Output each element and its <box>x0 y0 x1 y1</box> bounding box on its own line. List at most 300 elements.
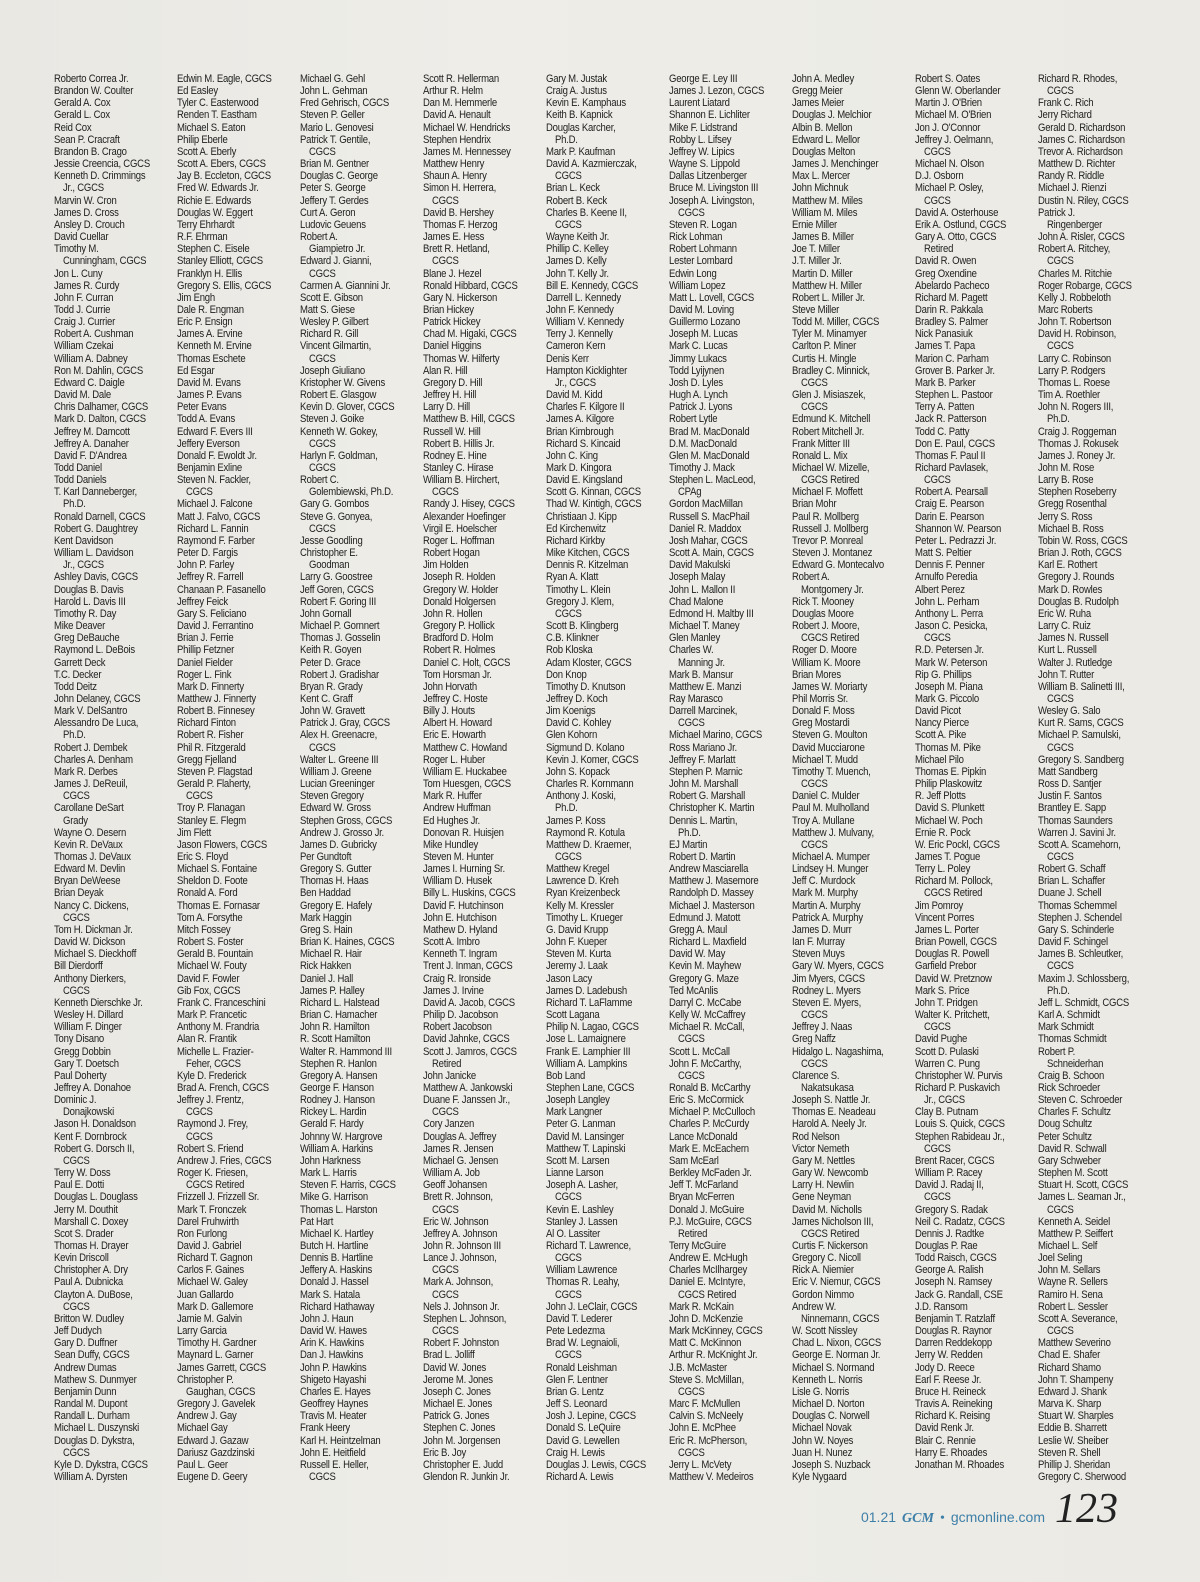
member-name: Thomas H. Drayer <box>54 1240 129 1252</box>
member-name: Philip Plaskowitz <box>915 778 983 791</box>
member-name: Ronald A. Ford <box>177 887 238 900</box>
member-name: Ronald Darnell, CGCS <box>54 510 146 523</box>
member-name: Edmund J. Matott <box>669 911 741 924</box>
member-name: Dominic J. <box>54 1094 97 1107</box>
member-name: Richard M. Pollock, <box>915 875 993 888</box>
member-name: Michael D. Norton <box>792 1398 865 1411</box>
member-name: Clay B. Putnam <box>915 1106 979 1119</box>
member-name: Don E. Paul, CGCS <box>915 437 995 450</box>
member-name: Ronald B. McCarthy <box>669 1081 751 1094</box>
member-name: Lance J. Johnson, <box>423 1252 497 1265</box>
member-name: William F. Dinger <box>54 1021 122 1034</box>
member-name: Richard L. Halstead <box>300 996 380 1009</box>
member-name: Gregory C. Sherwood <box>1038 1470 1126 1483</box>
member-name: Gary Schweber <box>1038 1154 1101 1167</box>
member-name: Sigmund D. Kolano <box>546 741 625 754</box>
member-name: Scott A. Eberly <box>177 145 237 158</box>
member-name: Gerald L. Cox <box>54 109 110 122</box>
member-name: Stephen Roseberry <box>1038 486 1117 499</box>
member-name: Ronald Hibbard, CGCS <box>423 279 518 292</box>
member-name: David M. Dale <box>54 389 111 402</box>
member-name: Max L. Mercer <box>792 170 851 183</box>
member-name: Lianne Larson <box>546 1167 604 1180</box>
member-name: Richie E. Edwards <box>177 194 252 207</box>
member-name: Scott Lagana <box>546 1009 600 1022</box>
member-name: Phillip C. Kelley <box>546 243 609 256</box>
member-name: CGCS <box>432 1203 459 1216</box>
member-name: Ernie Miller <box>792 218 837 231</box>
member-name: Jeffrey C. Hoste <box>423 692 488 705</box>
member-name: Ross Mariano Jr. <box>669 741 737 754</box>
member-name: Jerry L. McVety <box>669 1458 732 1471</box>
member-name: Bradley S. Palmer <box>915 316 989 329</box>
member-name: Matthew J. Masemore <box>669 875 759 888</box>
member-name: Phillip J. Sheridan <box>1038 1458 1111 1471</box>
member-name: David A. Osterhouse <box>915 206 999 219</box>
member-name: Timothy T. Muench, <box>792 765 871 778</box>
member-name: Todd Deitz <box>54 680 97 693</box>
member-name: Clayton A. DuBose, <box>54 1288 133 1301</box>
member-name: Marc F. McMullen <box>669 1398 741 1411</box>
member-name: Tim A. Roethler <box>1038 389 1100 402</box>
member-name: Mark P. Francetic <box>177 1009 247 1022</box>
member-name: Harlyn F. Goldman, <box>300 449 378 462</box>
member-name: Douglas J. Lewis, CGCS <box>546 1458 646 1471</box>
member-name: Josh D. Lyles <box>669 376 723 389</box>
member-name: Mark W. Peterson <box>915 656 988 669</box>
member-name: Michael W. Fouty <box>177 960 247 973</box>
member-name: William B. Salinetti III, <box>1038 680 1125 693</box>
member-name: Todd Raisch, CGCS <box>915 1252 997 1265</box>
member-name: Gregory G. Maze <box>669 972 739 985</box>
member-name: John Harkness <box>300 1154 361 1167</box>
member-name: Gary A. Otto, CGCS <box>915 231 997 244</box>
member-name: Larry H. Newlin <box>792 1179 854 1192</box>
member-name: Carlton P. Miner <box>792 340 857 353</box>
member-name: Martin A. Murphy <box>792 899 861 912</box>
member-name: Roger L. Fink <box>177 668 232 681</box>
member-name: David M. Evans <box>177 376 241 389</box>
member-name: Jeff C. Murdock <box>792 875 856 888</box>
member-name: Peter Schultz <box>1038 1130 1092 1143</box>
member-name: Craig J. Currier <box>54 316 116 329</box>
member-name: Maxim J. Schlossberg, <box>1038 972 1130 985</box>
member-name: Frank Heery <box>300 1422 350 1435</box>
member-name: Michael T. Mudd <box>792 753 858 766</box>
member-name: Philip Eberle <box>177 133 228 146</box>
member-name: George E. Norman Jr. <box>792 1349 881 1362</box>
member-name: Garfield Prebor <box>915 960 977 973</box>
member-name: John T. Kelly Jr. <box>546 267 609 280</box>
member-name: Jeffrey J. Oelmann, <box>915 133 994 146</box>
member-name: Thomas E. Neadeau <box>792 1106 876 1119</box>
member-name: CGCS <box>555 1191 582 1204</box>
member-name: John F. Kennedy <box>546 303 614 316</box>
member-name: Michael L. Duszynski <box>54 1422 140 1435</box>
member-name: John T. Shampeny <box>1038 1373 1114 1386</box>
member-name: Robert Lohmann <box>669 243 737 256</box>
member-name: Marshall C. Doxey <box>54 1215 129 1228</box>
member-name: Ronald Leishman <box>546 1361 617 1374</box>
member-name: David Jahnke, CGCS <box>423 1033 510 1046</box>
member-name: Rick Schroeder <box>1038 1081 1101 1094</box>
member-name: Robert S. Friend <box>177 1142 244 1155</box>
member-name: Chanaan P. Fasanello <box>177 583 266 596</box>
member-name: Gary M. Nettles <box>792 1154 855 1167</box>
member-name: Michael S. Fontaine <box>177 863 258 876</box>
member-name: John N. Rogers III, <box>1038 401 1114 414</box>
member-name: Michael R. Hair <box>300 948 362 961</box>
member-name: Lisle G. Norris <box>792 1385 850 1398</box>
member-name: Alan R. Hill <box>423 364 468 377</box>
member-name: Jr., CGCS <box>555 376 596 389</box>
member-name: James Nicholson III, <box>792 1215 874 1228</box>
member-name: Scott L. McCall <box>669 1045 730 1058</box>
member-name: Richard R. Rhodes, <box>1038 73 1118 85</box>
member-name: John C. King <box>546 449 598 462</box>
member-name: Richard S. Kincaid <box>546 437 621 450</box>
member-name: Matthew A. Jankowski <box>423 1081 513 1094</box>
member-name: Mark C. Lucas <box>669 340 728 353</box>
member-name: David H. Robinson, <box>1038 328 1117 341</box>
member-name: Richard M. Pagett <box>915 291 988 304</box>
member-name: Robert J. Moore, <box>792 620 860 633</box>
member-name: David B. Hershey <box>423 206 494 219</box>
member-name: Scott A. Ebers, CGCS <box>177 158 266 171</box>
member-name: Matt S. Peltier <box>915 547 972 560</box>
member-name: Kevin E. Kamphaus <box>546 97 626 110</box>
member-name: Randal M. Dupont <box>54 1398 128 1411</box>
member-name: Ansley D. Crouch <box>54 218 125 231</box>
member-name: Calvin S. McNeely <box>669 1410 744 1423</box>
member-name: William M. Miles <box>792 206 858 219</box>
member-name: Matt S. Giese <box>300 303 355 316</box>
member-name: Jeff S. Leonard <box>546 1398 608 1411</box>
member-name: CGCS <box>801 376 828 389</box>
member-name: Dustin N. Riley, CGCS <box>1038 194 1129 207</box>
member-name: Bruce H. Reineck <box>915 1385 986 1398</box>
member-name: Robert P. <box>1038 1045 1076 1058</box>
member-name: David J. Gabriel <box>177 1240 242 1252</box>
member-name: James R. Curdy <box>54 279 120 292</box>
member-name: Roger K. Friesen, <box>177 1167 248 1180</box>
member-name: John J. LeClair, CGCS <box>546 1300 638 1313</box>
member-name-columns <box>54 73 1146 1483</box>
member-name: Jerry M. Douthit <box>54 1203 118 1216</box>
member-name: Stuart H. Scott, CGCS <box>1038 1179 1129 1192</box>
member-name: Darren Reddekopp <box>915 1337 992 1350</box>
member-name: Mark R. Derbes <box>54 765 118 778</box>
member-name: Cameron Kern <box>546 340 606 353</box>
member-name: Timothy D. Knutson <box>546 680 626 693</box>
member-name: Jeremy J. Laak <box>546 960 608 973</box>
member-name: Gary M. Justak <box>546 73 607 85</box>
member-name: Matthew M. Miles <box>792 194 863 207</box>
member-name: Stephen M. Scott <box>1038 1167 1108 1180</box>
member-name: John W. Gravett <box>300 705 365 718</box>
member-name: Robert L. Miller Jr. <box>792 291 865 304</box>
member-name: Gary D. Duffner <box>54 1337 118 1350</box>
member-name: James J. Menchinger <box>792 158 879 171</box>
member-name: CGCS <box>309 352 336 365</box>
member-name: Joseph R. Holden <box>423 571 496 584</box>
member-name: Gary S. Schinderle <box>1038 923 1114 936</box>
member-name: Eric B. Joy <box>423 1446 467 1459</box>
member-name: Scott A. Scamehorn, <box>1038 838 1121 851</box>
member-name: Richard R. Gill <box>300 328 359 341</box>
member-name: Matthew Henry <box>423 158 485 171</box>
member-name: Raymond J. Frey, <box>177 1118 248 1131</box>
member-name: Joseph A. Livingston, <box>669 194 755 207</box>
member-name: Joseph S. Nattle Jr. <box>792 1094 871 1107</box>
member-name: James P. Halley <box>300 984 365 997</box>
member-name: Richard K. Reising <box>915 1410 990 1423</box>
member-name: CGCS <box>555 851 582 863</box>
member-name: Ludovic Geuens <box>300 218 366 231</box>
member-name: Sheldon D. Foote <box>177 875 248 888</box>
member-name: Victor Nemeth <box>792 1142 850 1155</box>
member-name: Denis Kerr <box>546 352 589 365</box>
member-name: David Cuellar <box>54 231 109 244</box>
member-name: Mark V. DelSantro <box>54 705 128 718</box>
member-name: Stephen L. Johnson, <box>423 1312 507 1325</box>
member-name: Steven N. Fackler, <box>177 474 251 487</box>
member-name: David W. Dickson <box>54 936 126 949</box>
member-name: Roger Robarge, CGCS <box>1038 279 1132 292</box>
member-name: Tom Huesgen, CGCS <box>423 778 511 791</box>
member-name: Walter L. Greene III <box>300 753 379 766</box>
member-name: Ryan A. Klatt <box>546 571 599 584</box>
member-name: Jim Myers, CGCS <box>792 972 865 985</box>
member-name: Simon H. Herrera, <box>423 182 497 195</box>
member-name: Steve Miller <box>792 303 840 316</box>
member-name: Todd M. Miller, CGCS <box>792 316 880 329</box>
member-name: Gregory A. Hansen <box>300 1069 378 1082</box>
member-name: Robert G. Marshall <box>669 790 745 803</box>
member-name: Eric V. Niemur, CGCS <box>792 1276 881 1289</box>
member-name: Thomas Eschete <box>177 352 246 365</box>
member-name: Jeffrey D. Koch <box>546 692 608 705</box>
member-name: Sam McEarl <box>669 1154 719 1167</box>
member-name: Tom Horsman Jr. <box>423 668 492 681</box>
member-name: Michael J. Rienzi <box>1038 182 1107 195</box>
member-name: Timothy H. Gardner <box>177 1337 257 1350</box>
member-name: Kelly W. McCaffrey <box>669 1009 746 1022</box>
member-name: Scott A. Imbro <box>423 936 480 949</box>
member-name: Rodney J. Hanson <box>300 1094 375 1107</box>
member-name: Troy A. Mullane <box>792 814 855 827</box>
member-name: Ed Esgar <box>177 364 215 377</box>
member-name: David G. Lewellen <box>546 1434 620 1447</box>
member-name: Terry W. Doss <box>54 1167 111 1180</box>
member-name: Ph.D. <box>1047 413 1070 426</box>
member-name: Kyle D. Frederick <box>177 1069 247 1082</box>
member-name: John T. Pridgen <box>915 996 978 1009</box>
member-name: CGCS <box>186 486 213 499</box>
member-name: Steven F. Harris, CGCS <box>300 1179 396 1192</box>
member-name: Daniel C. Holt, CGCS <box>423 656 511 669</box>
member-name: Brian Mores <box>792 668 841 681</box>
member-name: CGCS <box>1047 85 1074 98</box>
member-name: Mark Langner <box>546 1106 603 1119</box>
member-name: Christopher E. Judd <box>423 1458 504 1471</box>
name-column <box>546 73 657 1483</box>
member-name: Karl E. Rothert <box>1038 559 1098 572</box>
member-name: CGCS Retired <box>186 1179 245 1192</box>
member-name: Dennis F. Penner <box>915 559 985 572</box>
member-name: Glenn W. Oberlander <box>915 85 1001 98</box>
member-name: James D. Cross <box>54 206 119 219</box>
member-name: Juan Gallardo <box>177 1288 234 1301</box>
member-name: CGCS <box>924 145 951 158</box>
member-name: Andrew J. Grosso Jr. <box>300 826 384 839</box>
member-name: Ernie R. Pock <box>915 826 971 839</box>
member-name: William B. Hirchert, <box>423 474 500 487</box>
member-name: David S. Plunkett <box>915 802 985 815</box>
member-name: David F. Fowler <box>177 972 240 985</box>
member-name: Gregg Dobbin <box>54 1045 111 1058</box>
member-name: Richard Shamo <box>1038 1361 1101 1374</box>
member-name: Mark D. Gallemore <box>177 1300 254 1313</box>
member-name: Ted McAnlis <box>669 984 718 997</box>
member-name: Craig B. Schoon <box>1038 1069 1105 1082</box>
member-name: Dan M. Hemmerle <box>423 97 497 110</box>
member-name: CGCS <box>63 1154 90 1167</box>
member-name: Jeff Dudych <box>54 1325 102 1338</box>
member-name: Donald F. Moss <box>792 705 855 718</box>
member-name: R.D. Petersen Jr. <box>915 644 984 657</box>
member-name: Carollane DeSart <box>54 802 124 815</box>
member-name: Dennis R. Kitzelman <box>546 559 629 572</box>
member-name: Kenneth Dierschke Jr. <box>54 996 143 1009</box>
member-name: Stanley J. Lassen <box>546 1215 618 1228</box>
member-name: Chad Malone <box>669 595 724 608</box>
member-name: Scott A. Main, CGCS <box>669 547 754 560</box>
member-name: Jim Flett <box>177 826 212 839</box>
member-name: CGCS Retired <box>678 1288 737 1301</box>
member-name: Richard Kirkby <box>546 534 605 547</box>
member-name: Steve S. McMillan, <box>669 1373 744 1386</box>
member-name: Don Knop <box>546 668 587 681</box>
member-name: Patrick J. <box>1038 206 1075 219</box>
member-name: CGCS <box>309 1470 336 1483</box>
member-name: Jason H. Donaldson <box>54 1118 136 1131</box>
member-name: James T. Papa <box>915 340 975 353</box>
member-name: Per Gundtoft <box>300 851 352 863</box>
member-name: Ben Haddad <box>300 887 351 900</box>
member-name: Raymond R. Kotula <box>546 826 625 839</box>
member-name: Kurt R. Sams, CGCS <box>1038 717 1124 730</box>
member-name: Peter D. Fargis <box>177 547 238 560</box>
member-name: Jeffrey Feick <box>177 595 228 608</box>
member-name: Bill E. Kennedy, CGCS <box>546 279 639 292</box>
member-name: James B. Schleutker, <box>1038 948 1124 961</box>
member-name: Michael L. Self <box>1038 1240 1098 1252</box>
member-name: Lindsey H. Munger <box>792 863 869 876</box>
member-name: Stephen C. Jones <box>423 1422 496 1435</box>
member-name: Russell W. Hill <box>423 425 481 438</box>
member-name: CGCS <box>801 401 828 414</box>
name-column <box>300 73 411 1483</box>
member-name: CGCS <box>924 1142 951 1155</box>
member-name: Ph.D. <box>63 498 86 511</box>
member-name: Roberto Correa Jr. <box>54 73 129 85</box>
member-name: Robert G. Schaff <box>1038 863 1106 876</box>
member-name: Jesse Goodling <box>300 534 363 547</box>
member-name: J.B. McMaster <box>669 1361 728 1374</box>
member-name: Raymond F. Farber <box>177 534 255 547</box>
member-name: Kurt L. Russell <box>1038 644 1097 657</box>
member-name: Douglas P. Rae <box>915 1240 978 1252</box>
member-name: Brad W. Legnaioli, <box>546 1337 620 1350</box>
member-name: Michael W. Hendricks <box>423 121 511 134</box>
member-name: Ramiro H. Sena <box>1038 1288 1103 1301</box>
member-name: Michael Pilo <box>915 753 964 766</box>
website-link[interactable]: gcmonline.com <box>950 1509 1045 1525</box>
member-name: Craig R. Ironside <box>423 972 491 985</box>
member-name: Scott J. Jamros, CGCS <box>423 1045 517 1058</box>
member-name: Todd C. Patty <box>915 425 970 438</box>
member-name: Travis A. Reineking <box>915 1398 993 1411</box>
member-name: Billy L. Huskins, CGCS <box>423 887 516 900</box>
member-name: Timothy L. Klein <box>546 583 611 596</box>
member-name: Donald S. LeQuire <box>546 1422 621 1435</box>
member-name: Reid Cox <box>54 121 92 134</box>
member-name: Mitch Fossey <box>177 923 231 936</box>
member-name: Mario L. Genovesi <box>300 121 374 134</box>
member-name: Christopher E. <box>300 547 358 560</box>
member-name: Anthony L. Perra <box>915 607 983 620</box>
member-name: Retired <box>924 243 954 256</box>
member-name: Benjamin T. Ratzlaff <box>915 1312 995 1325</box>
member-name: William Czekai <box>54 340 114 353</box>
member-name: Chris Dalhamer, CGCS <box>54 401 149 414</box>
member-name: Paul L. Geer <box>177 1458 228 1471</box>
member-name: Michael J. Falcone <box>177 498 253 511</box>
member-name: Scot S. Drader <box>54 1227 114 1240</box>
member-name: CGCS <box>1047 340 1074 353</box>
member-name: Shannon W. Pearson <box>915 522 1002 535</box>
member-name: Russell S. MacPhail <box>669 510 750 523</box>
member-name: CGCS <box>63 1300 90 1313</box>
member-name: Gregory J. Klem, <box>546 595 614 608</box>
member-name: William K. Moore <box>792 656 861 669</box>
member-name: Cunningham, CGCS <box>63 255 147 268</box>
member-name: Jeffery A. Haskins <box>300 1264 373 1277</box>
member-name: William A. Harkins <box>300 1142 373 1155</box>
member-name: Pete Ledezma <box>546 1325 605 1338</box>
member-name: Douglas Melton <box>792 145 856 158</box>
member-name: Kevin D. Glover, CGCS <box>300 401 395 414</box>
member-name: Marvin W. Cron <box>54 194 117 207</box>
member-name: CGCS Retired <box>801 1227 860 1240</box>
member-name: Vincent Porres <box>915 911 975 924</box>
member-name: Andrew Masciarella <box>669 863 749 876</box>
member-name: Robert A. Ritchey, <box>1038 243 1111 256</box>
member-name: Bruce M. Livingston III <box>669 182 759 195</box>
member-name: CGCS <box>63 911 90 924</box>
member-name: John W. Noyes <box>792 1434 854 1447</box>
member-name: Todd J. Currie <box>54 303 111 316</box>
member-name: Mathew S. Dunmyer <box>54 1373 137 1386</box>
member-name: Michael J. Masterson <box>669 899 755 912</box>
member-name: Steven P. Flagstad <box>177 765 253 778</box>
member-name: Jeffrey H. Hill <box>423 389 477 402</box>
member-name: Hidalgo L. Nagashima, <box>792 1045 884 1058</box>
member-name: Steven C. Schroeder <box>1038 1094 1123 1107</box>
member-name: Edwin M. Eagle, CGCS <box>177 73 272 85</box>
member-name: CGCS <box>309 522 336 535</box>
